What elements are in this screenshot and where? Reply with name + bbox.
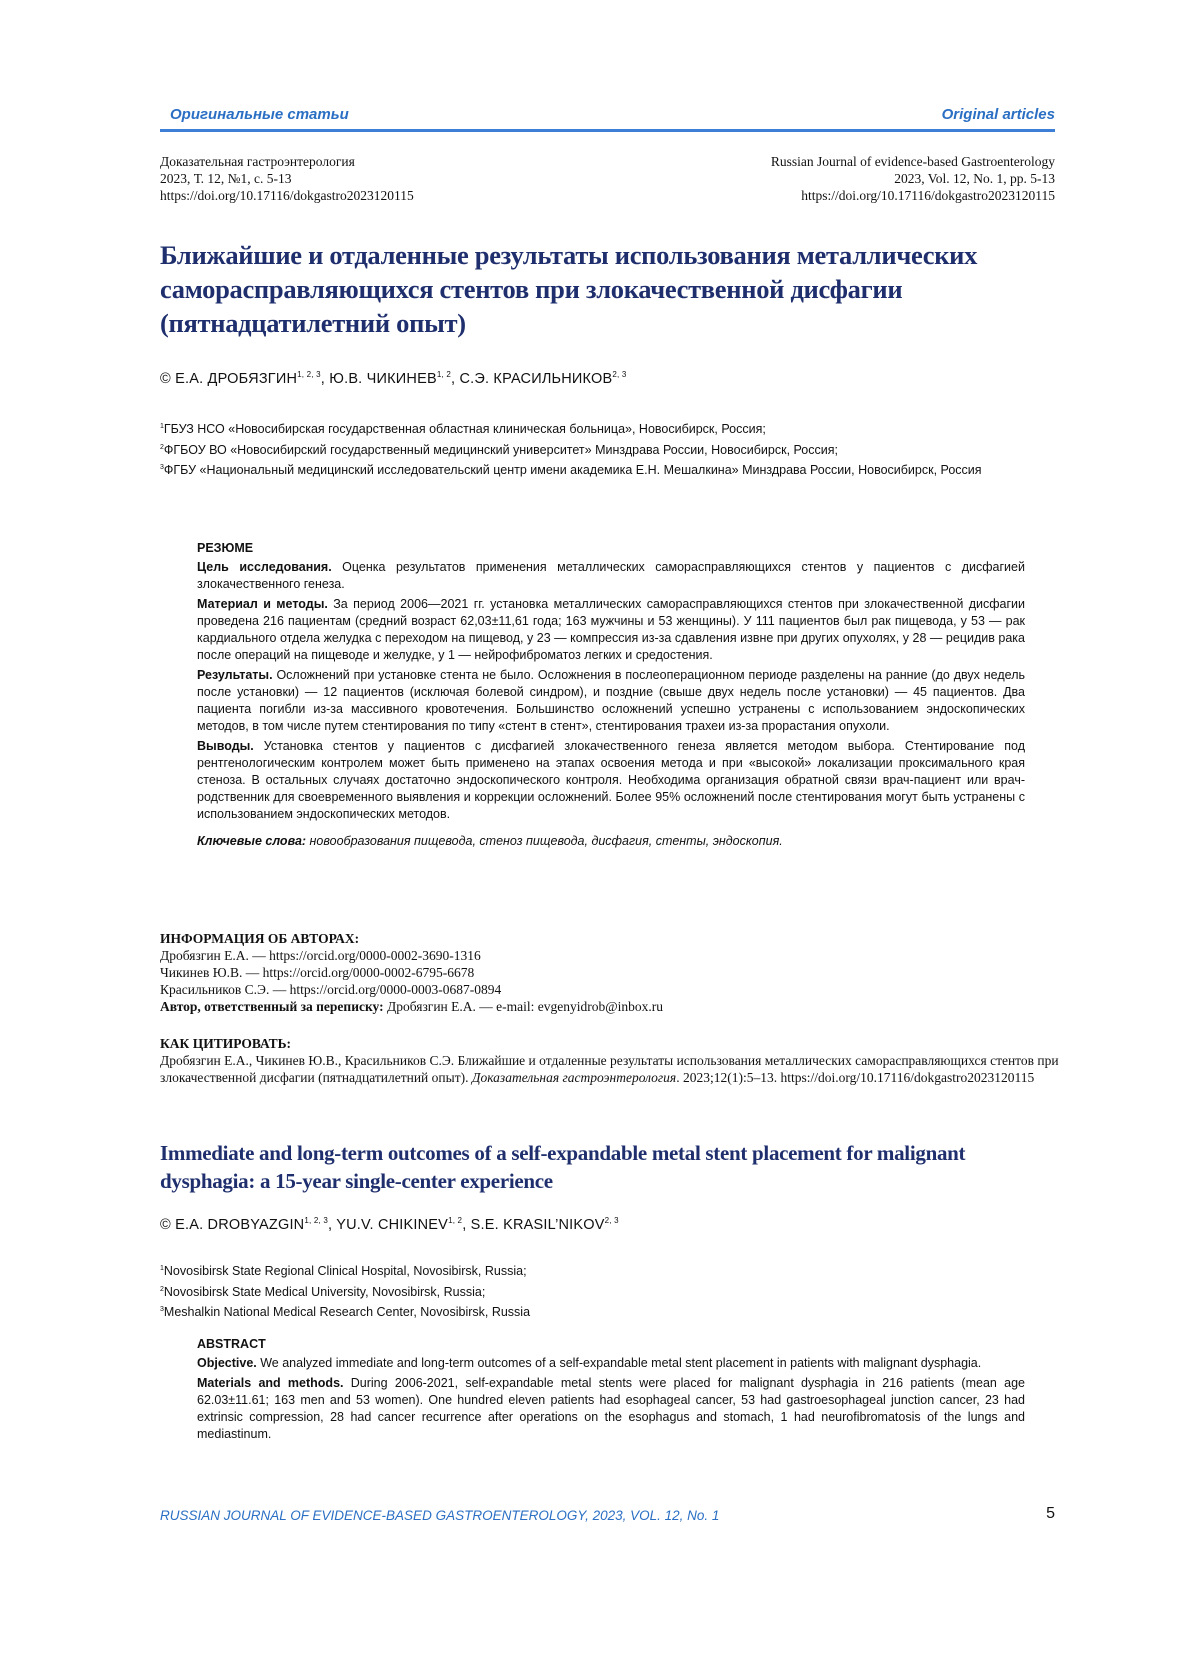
- authors-en: [160, 1216, 619, 1233]
- affiliation-item: $^3$Meshalkin National Medical Research Center, Novosibirsk, Russia: [160, 1305, 531, 1320]
- footer-journal-name: RUSSIAN JOURNAL OF EVIDENCE-BASED GASTROENTEROLOGY, 2023, VOL. 12, No. 1: [160, 1508, 720, 1523]
- author-2-affil: 1, 2: [448, 1216, 463, 1225]
- author-1: Е.А. ДРОБЯЗГИН: [175, 370, 298, 387]
- title-ru-line: (пятнадцатилетний опыт): [160, 308, 466, 338]
- author-1-affil: 1, 2, 3: [297, 370, 321, 379]
- author-1-affil: 1, 2, 3: [304, 1216, 328, 1225]
- orcid-line[interactable]: Чикинев Ю.В. — https://orcid.org/0000-0002-6795-6678: [160, 965, 475, 980]
- abstract-heading-ru: РЕЗЮМЕ: [197, 541, 254, 555]
- abstract-paragraph: Materials and methods. During 2006-2021, self-expandable metal stents were placed for malignant dysphagia in 216 patients (mean age 62.03±11.61; 163 men and 53 women). One hundred eleven patients had esophageal cancer, 53 had gastroesophageal junction cancer, 23 had extrinsic compression, 28 had cancer recurrence after operations on the esophagus and stomach, 1 had neurofibromatosis of the lungs and mediastinum.: [197, 1376, 1025, 1441]
- author-1: E.A. DROBYAZGIN: [175, 1216, 305, 1233]
- journal-name-ru: Доказательная гастроэнтерология: [160, 154, 355, 169]
- title-en-line: Immediate and long-term outcomes of a self-expandable metal stent placement for malignant: [160, 1141, 966, 1165]
- author-3: , С.Э. КРАСИЛЬНИКОВ: [450, 370, 613, 387]
- title-ru-line: Ближайшие и отдаленные результаты использования металлических: [160, 240, 978, 270]
- abstract-paragraph: Objective. We analyzed immediate and long-term outcomes of a self-expandable metal stent placement in patients with malignant dysphagia.: [197, 1356, 982, 1370]
- author-2: , Ю.В. ЧИКИНЕВ: [320, 370, 437, 387]
- citation-heading: КАК ЦИТИРОВАТЬ:: [160, 1036, 292, 1051]
- section-label-en: Original articles: [941, 106, 1055, 123]
- journal-reference-ru: [160, 153, 414, 204]
- orcid-line[interactable]: Красильников С.Э. — https://orcid.org/0000-0003-0687-0894: [160, 982, 502, 997]
- abstract-en: [197, 1336, 1025, 1446]
- section-label-ru: Оригинальные статьи: [170, 106, 349, 123]
- article-title-en: [160, 1139, 1060, 1195]
- affiliation-item: $^1$ГБУЗ НСО «Новосибирская государственная областная клиническая больница», Новосибирск, Россия;: [160, 422, 766, 437]
- article-title-ru: [160, 238, 1060, 340]
- abstract-paragraph: Материал и методы. За период 2006—2021 гг. установка металлических самораспрaвляющихся стентов при злокачественной дисфагии проведена 216 пациентам (средний возраст 62,03±11,61 года; 163 мужчины и 53 женщины). У 111 пациентов был рак пищевода, у 53 — рак кардиального отдела желудка с переходом на пищевод, у 23 — компрессия из-за сдавления извне при других опухолях, у 28 — рецидив рака после операций на пищеводе и желудке, у 1 — нейрофиброматоз легких и средостения.: [197, 597, 1025, 662]
- affiliation-item: $^2$ФГБОУ ВО «Новосибирский государственный медицинский университет» Минздрава России, Новосибирск, Россия;: [160, 442, 838, 457]
- affiliation-item: $^1$Novosibirsk State Regional Clinical Hospital, Novosibirsk, Russia;: [160, 1264, 527, 1279]
- abstract-ru: [197, 540, 1025, 853]
- abstract-paragraph: Результаты. Осложнений при установке стента не было. Осложнения в послеоперационном периоде разделены на ранние (до двух недель после установки) — 12 пациентов (исключая болевой синдром), и поздние (свыше двух недель после установки) — 45 пациентов. Два пациента погибли из-за массивного кровотечения. Большинство осложнений успешно устранены с использованием эндоскопических методов, в том числе путем стентирования по типу «стент в стент», стентирования трахеи из-за прорастания опухоли.: [197, 668, 1025, 733]
- keywords-ru: Ключевые слова: новообразования пищевода, стеноз пищевода, дисфагия, стенты, эндоскопия.: [197, 834, 783, 848]
- abstract-paragraph: Выводы. Установка стентов у пациентов с дисфагией злокачественного генеза является методом выбора. Стентирование под рентгенологическим контролем может быть применено на этапах освоения метода и при «высокой» локализации проксимального края стеноза. В остальных случаях достаточно эндоскопического контроля. Необходима организация обратной связи врач-пациент или врач-родственник для своевременного выявления и коррекции осложнений. Более 95% осложнений после стентирования могут быть устранены с использованием эндоскопических методов.: [197, 739, 1025, 821]
- corresponding-author: Автор, ответственный за переписку: Дробязгин Е.А. — e-mail: evgenyidrob@inbox.ru: [160, 999, 664, 1014]
- authors-info: [160, 930, 1060, 1015]
- journal-issue-ru: 2023, Т. 12, №1, с. 5-13: [160, 171, 292, 186]
- title-en-line: dysphagia: a 15-year single-center experience: [160, 1169, 553, 1193]
- abstract-heading-en: ABSTRACT: [197, 1337, 266, 1351]
- journal-issue-en: 2023, Vol. 12, No. 1, pp. 5-13: [894, 171, 1055, 186]
- journal-name-en: Russian Journal of evidence-based Gastroenterology: [770, 154, 1055, 169]
- affiliations-en: [160, 1260, 1065, 1322]
- affiliation-item: $^2$Novosibirsk State Medical University, Novosibirsk, Russia;: [160, 1284, 486, 1299]
- affiliation-item: $^3$ФГБУ «Национальный медицинский исследовательский центр имени академика Е.Н. Мешалкина» Минздрава России, Новосибирск, Россия: [160, 463, 982, 478]
- doi-link-en[interactable]: https://doi.org/10.17116/dokgastro2023120115: [801, 188, 1055, 203]
- copyright-sign: ©: [160, 370, 176, 387]
- orcid-line[interactable]: Дробязгин Е.А. — https://orcid.org/0000-0002-3690-1316: [160, 948, 481, 963]
- author-3-affil: 2, 3: [612, 370, 627, 379]
- author-3: , S.E. KRASIL’NIKOV: [462, 1216, 605, 1233]
- author-2: , YU.V. CHIKINEV: [328, 1216, 449, 1233]
- title-ru-line: самораспрaвляющихся стентов при злокачественной дисфагии: [160, 274, 903, 304]
- authors-info-heading: ИНФОРМАЦИЯ ОБ АВТОРАХ:: [160, 931, 360, 946]
- doi-link-ru[interactable]: https://doi.org/10.17116/dokgastro2023120115: [160, 188, 414, 203]
- author-2-affil: 1, 2: [436, 370, 451, 379]
- affiliations-ru: [160, 418, 1065, 480]
- page-number: 5: [1046, 1505, 1055, 1522]
- abstract-paragraph: Цель исследования. Оценка результатов применения металлических самораспрaвляющихся стентов у пациентов с дисфагией злокачественного генеза.: [197, 560, 1025, 591]
- journal-reference-en: [771, 153, 1055, 204]
- copyright-sign: ©: [160, 1216, 176, 1233]
- citation-block: [160, 1035, 1060, 1086]
- authors-ru: [160, 370, 627, 387]
- header-divider: [160, 129, 1055, 132]
- citation-text: Дробязгин Е.А., Чикинев Ю.В., Красильников С.Э. Ближайшие и отдаленные результаты использования металлических самораспрaвляющихся стентов при злокачественной дисфагии (пятнадцатилетний опыт). Доказательная гастроэнтерология. 2023;12(1):5–13. https://doi.org/10.17116/dokgastro2023120115: [160, 1053, 1059, 1085]
- author-3-affil: 2, 3: [604, 1216, 619, 1225]
